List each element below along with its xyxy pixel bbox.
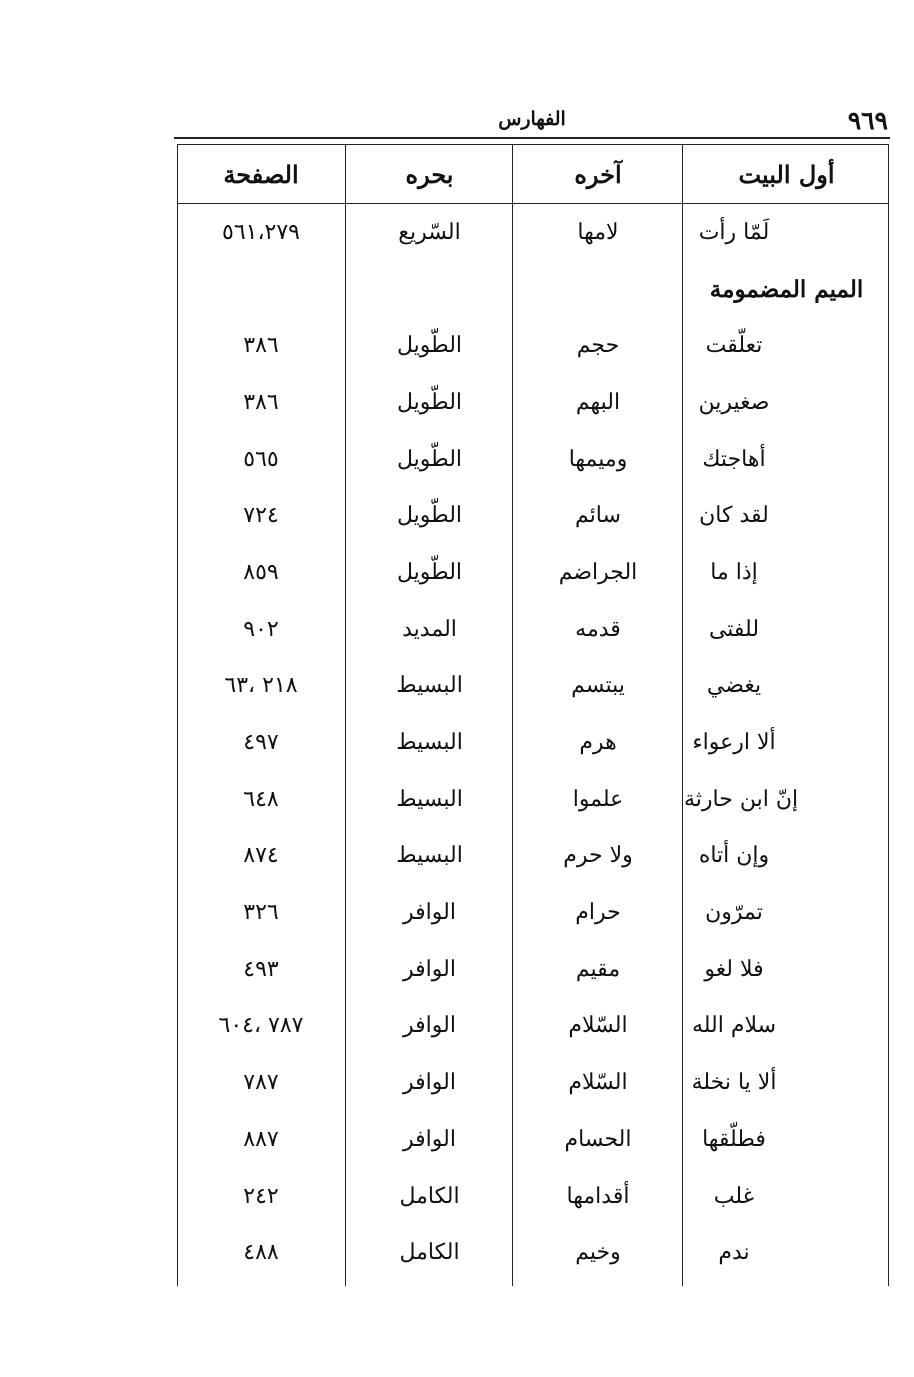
cell-meter [347, 261, 512, 318]
first-line-text: سلام الله [691, 1013, 777, 1039]
section-title: الفهارس [498, 108, 566, 130]
cell-meter: المديد [402, 616, 457, 642]
first-line-text: إنّ ابن حارثة [684, 786, 799, 812]
first-line-text: للفتى [708, 616, 760, 642]
cell-page: ٩٠٢ [243, 616, 279, 642]
cell-meter: الوافر [403, 1126, 456, 1152]
cell-page: ٥٦١،٢٧٩ [222, 219, 300, 245]
cell-first-line [684, 658, 889, 715]
cell-last-word: البهم [575, 389, 621, 415]
table-row [177, 1054, 889, 1111]
cell-last-word: لامها [577, 219, 619, 245]
page-number: ٩٦٩ [847, 106, 888, 135]
cell-first-line [684, 998, 889, 1055]
cell-page: ٨٨٧ [243, 1126, 279, 1152]
cell-last-word: قدمه [575, 616, 621, 642]
first-line-text: غلب [713, 1183, 755, 1209]
cell-first-line [684, 487, 889, 544]
cell-last-word: أقدامها [566, 1183, 630, 1209]
cell-last-word: مقيم [575, 956, 621, 982]
first-line-text: تمرّون [705, 900, 763, 926]
cell-meter: الوافر [403, 900, 456, 926]
first-line-text: لقد كان [699, 503, 769, 529]
cell-page: ٣٢٦ [243, 900, 279, 926]
cell-first-line [684, 601, 889, 658]
cell-page: ٧٢٤ [243, 503, 279, 529]
cell-page: ٧٨٧ ،٦٠٤ [218, 1013, 304, 1039]
cell-first-line [684, 941, 889, 998]
cell-last-word: وميمها [568, 446, 628, 472]
table-row [177, 1168, 889, 1225]
cell-first-line [684, 828, 889, 885]
first-line-text: فلا لغو [704, 956, 764, 982]
cell-meter: الكامل [399, 1183, 460, 1209]
table-row [177, 544, 889, 601]
cell-last-word: الحسام [564, 1126, 632, 1152]
cell-page: ٥٦٥ [243, 446, 279, 472]
cell-first-line [684, 714, 889, 771]
cell-meter: البسيط [396, 673, 463, 699]
table-row [177, 1111, 889, 1168]
column-header-page: الصفحة [223, 159, 299, 189]
cell-last-word: يبتسم [571, 673, 625, 699]
section-heading-row [177, 261, 889, 318]
cell-page: ٤٩٧ [243, 730, 279, 756]
cell-last-word: سائم [575, 503, 621, 529]
cell-meter: الطّويل [397, 446, 463, 472]
first-line-text: ألا ارعواء [692, 730, 776, 756]
table-row [177, 884, 889, 941]
cell-last-word: حجم [576, 333, 620, 359]
table-row [177, 771, 889, 828]
cell-first-line [684, 204, 889, 261]
header-rule [174, 137, 890, 139]
cell-first-line [684, 884, 889, 941]
first-line-text: لَمّا رأت [698, 219, 770, 245]
cell-page: ٧٨٧ [243, 1070, 279, 1096]
first-line-text: تعلّقت [705, 333, 763, 359]
column-header-first-line: أول البيت [738, 159, 835, 189]
cell-page: ٨٥٩ [243, 559, 279, 585]
first-line-text: وإن أتاه [698, 843, 770, 869]
table-row [177, 317, 889, 374]
cell-first-line [684, 1111, 889, 1168]
cell-first-line [684, 1054, 889, 1111]
verse-index-table [177, 144, 889, 1286]
first-line-text: إذا ما [710, 559, 758, 585]
cell-meter: الطّويل [397, 389, 463, 415]
cell-page [177, 261, 345, 318]
column-header-last-word: آخره [574, 159, 622, 189]
cell-meter: البسيط [396, 843, 463, 869]
cell-first-line [684, 771, 889, 828]
cell-page: ٤٩٣ [243, 956, 279, 982]
cell-last-word: هرم [579, 730, 617, 756]
cell-page: ٢٤٢ [243, 1183, 279, 1209]
table-row [177, 487, 889, 544]
cell-page: ٣٨٦ [243, 389, 279, 415]
column-header-meter: بحره [405, 159, 454, 189]
cell-meter: الكامل [399, 1240, 460, 1266]
cell-meter: البسيط [396, 786, 463, 812]
cell-last-word: وخيم [575, 1240, 621, 1266]
cell-first-line [684, 1224, 889, 1281]
table-row [177, 828, 889, 885]
first-line-text: ندم [718, 1240, 750, 1266]
cell-meter: الطّويل [397, 503, 463, 529]
cell-first-line [684, 317, 889, 374]
table-row [177, 374, 889, 431]
first-line-text: أهاجتك [702, 446, 766, 472]
table-row [177, 998, 889, 1055]
table-header-row [177, 144, 889, 204]
cell-page: ٦٤٨ [243, 786, 279, 812]
cell-last-word: السّلام [568, 1013, 628, 1039]
table-row [177, 658, 889, 715]
cell-first-line [684, 1168, 889, 1225]
cell-first-line: الميم المضمومة [709, 275, 864, 303]
table-row [177, 204, 889, 261]
table-row [177, 714, 889, 771]
cell-meter: الوافر [403, 1013, 456, 1039]
table-row [177, 941, 889, 998]
cell-last-word: حرام [575, 900, 621, 926]
cell-page: ٣٨٦ [243, 333, 279, 359]
cell-meter: البسيط [396, 730, 463, 756]
cell-meter: الطّويل [397, 333, 463, 359]
table-row [177, 1224, 889, 1281]
cell-page: ٢١٨ ،٦٣ [224, 673, 298, 699]
table-row [177, 601, 889, 658]
cell-meter: الطّويل [397, 559, 463, 585]
first-line-text: صغيرين [698, 389, 770, 415]
cell-first-line [684, 374, 889, 431]
cell-last-word: علموا [572, 786, 624, 812]
cell-page: ٨٧٤ [243, 843, 279, 869]
cell-last-word: الجراضم [558, 559, 638, 585]
cell-meter: الوافر [403, 1070, 456, 1096]
cell-last-word [514, 261, 682, 318]
cell-meter: الوافر [403, 956, 456, 982]
cell-last-word: السّلام [568, 1070, 628, 1096]
first-line-text: فطلّقها [702, 1126, 766, 1152]
cell-page: ٤٨٨ [243, 1240, 279, 1266]
cell-first-line [684, 431, 889, 488]
cell-meter: السّريع [398, 219, 461, 245]
cell-last-word: ولا حرم [563, 843, 633, 869]
table-row [177, 431, 889, 488]
running-head [174, 104, 890, 136]
first-line-text: ألا يا نخلة [691, 1070, 777, 1096]
table-body [177, 204, 889, 1286]
first-line-text: يغضي [706, 673, 762, 699]
cell-first-line [684, 544, 889, 601]
